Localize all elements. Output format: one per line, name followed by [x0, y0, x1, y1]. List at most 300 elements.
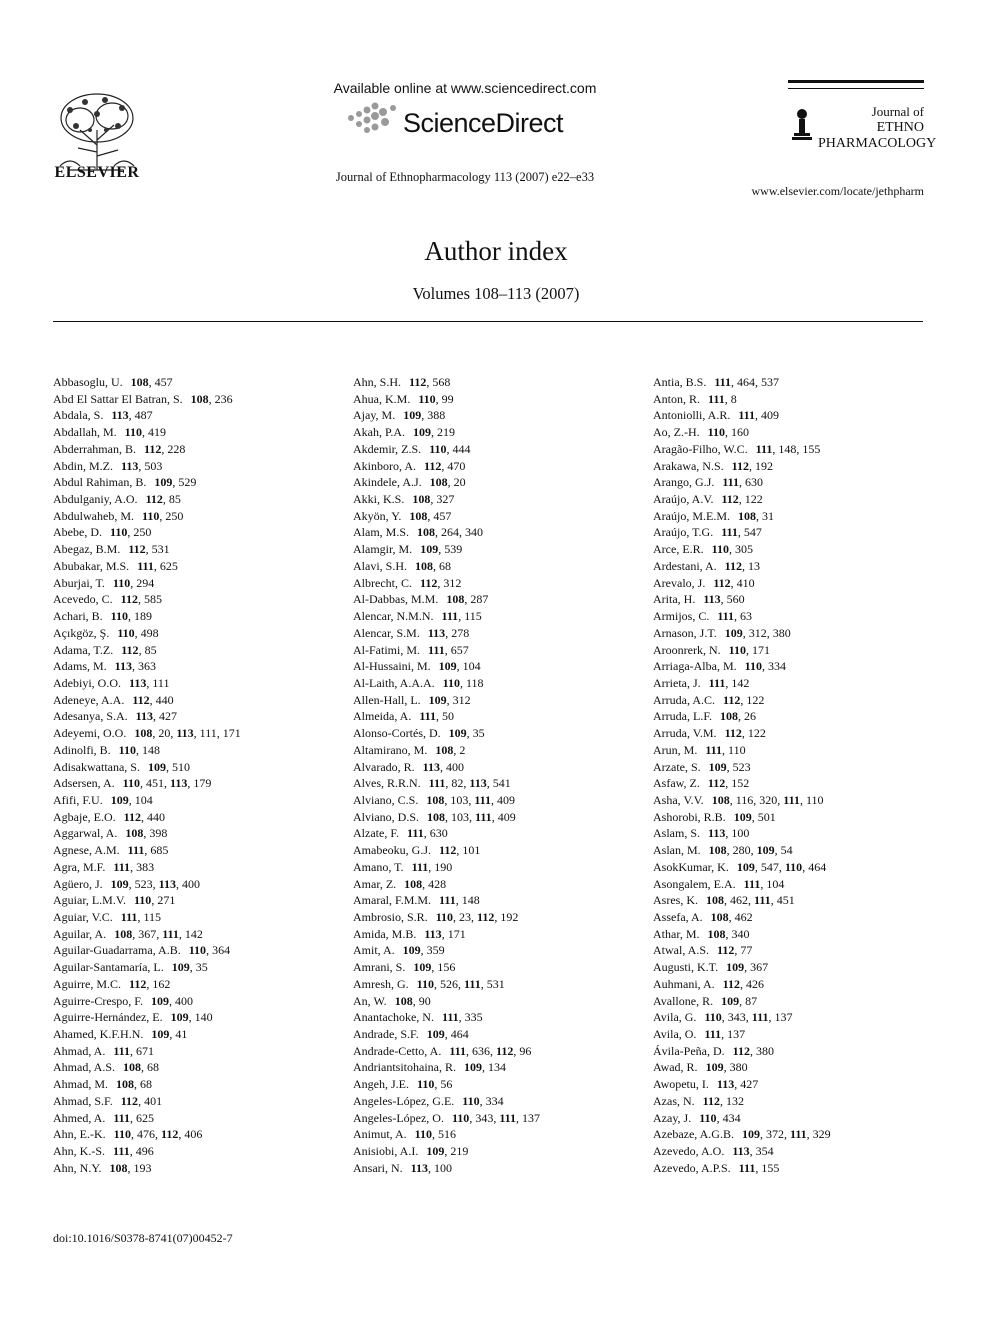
page-numbers: , 116, 320, — [729, 792, 784, 807]
author-entry — [53, 591, 343, 608]
author-name: Arita, H. — [653, 592, 696, 607]
volume-number: 112 — [721, 492, 739, 507]
author-entry — [653, 1009, 943, 1026]
author-name: Arriaga-Alba, M. — [653, 659, 737, 674]
page-title: Author index — [424, 236, 568, 266]
page-numbers: , 122 — [738, 492, 763, 507]
volume-number: 112 — [123, 809, 141, 824]
page-numbers: , 193 — [127, 1160, 152, 1175]
author-name: Ahmad, A. — [53, 1043, 106, 1058]
author-name: Agüero, J. — [53, 876, 103, 891]
volume-number: 108 — [708, 843, 727, 858]
page-numbers: , 406 — [178, 1127, 203, 1142]
volume-number: 109 — [736, 859, 755, 874]
author-name: Assefa, A. — [653, 910, 703, 924]
volume-number: 112 — [120, 1093, 139, 1108]
author-entry — [53, 892, 343, 909]
volume-number: 108 — [394, 993, 413, 1008]
volume-number: 109 — [438, 659, 457, 674]
author-name: Amrani, S. — [353, 960, 406, 975]
page-numbers: , 585 — [138, 592, 162, 607]
volume-number: 113 — [135, 709, 153, 724]
volume-number: 112 — [713, 575, 731, 590]
author-entry — [653, 1110, 943, 1127]
author-name: Amida, M.B. — [353, 926, 417, 941]
author-name: Ahamed, K.F.H.N. — [53, 1027, 144, 1042]
volume-number: 108 — [404, 876, 423, 891]
page-numbers: , 539 — [438, 542, 463, 557]
volume-number: 108 — [720, 709, 739, 724]
author-entry — [353, 1160, 643, 1177]
author-entry — [353, 742, 643, 759]
author-name: Adams, M. — [53, 659, 107, 674]
author-name: Ahn, K.-S. — [53, 1144, 106, 1159]
volume-number: 112 — [496, 1043, 514, 1058]
author-name: Araújo, M.E.M. — [653, 508, 730, 523]
page-numbers: , 409 — [491, 809, 516, 824]
page-numbers: , 312, 380 — [742, 625, 791, 640]
author-name: Asha, V.V. — [653, 792, 704, 807]
page-numbers: , 516 — [432, 1127, 457, 1142]
author-entry — [353, 558, 643, 575]
page-numbers: , 179 — [187, 776, 212, 791]
author-entry — [353, 809, 643, 826]
volume-number: 110 — [112, 575, 131, 590]
volume-number: 110 — [124, 425, 142, 440]
volume-number: 111 — [755, 441, 773, 456]
page-numbers: , 547 — [737, 525, 762, 540]
volume-number: 110 — [451, 1110, 470, 1125]
author-entry — [653, 642, 943, 659]
author-name: Alencar, N.M.N. — [353, 609, 434, 624]
page-numbers: , 101 — [456, 843, 481, 858]
page-numbers: , 334 — [479, 1093, 504, 1108]
author-name: Aguiar, L.M.V. — [53, 893, 126, 908]
page-numbers: , 464, 537 — [731, 375, 780, 389]
author-name: Abegaz, B.M. — [53, 542, 121, 557]
author-name: Arzate, S. — [653, 759, 701, 774]
volume-number: 111 — [419, 709, 437, 724]
author-entry — [353, 775, 643, 792]
index-column-2 — [353, 374, 643, 1177]
author-name: Alviano, C.S. — [353, 792, 419, 807]
author-name: Akindele, A.J. — [353, 475, 422, 490]
author-name: Amar, Z. — [353, 876, 397, 891]
author-entry — [53, 575, 343, 592]
author-entry — [53, 825, 343, 842]
page-numbers: , 8 — [724, 391, 737, 406]
author-name: Albrecht, C. — [353, 575, 412, 590]
volume-number: 109 — [402, 943, 421, 958]
volume-number: 113 — [422, 759, 440, 774]
page-numbers: , 294 — [130, 575, 155, 590]
author-name: Abdallah, M. — [53, 425, 117, 440]
page-numbers: , 457 — [148, 375, 173, 389]
author-name: Ahmed, A. — [53, 1110, 106, 1125]
volume-number: 108 — [130, 375, 149, 389]
page-numbers: , 529 — [172, 475, 197, 490]
author-name: Azevedo, A.O. — [653, 1144, 725, 1159]
page-numbers: , 329 — [806, 1127, 831, 1142]
page-numbers: , 671 — [130, 1043, 155, 1058]
author-name: Anton, R. — [653, 391, 701, 406]
volume-number: 109 — [154, 475, 173, 490]
page-numbers: , 41 — [169, 1027, 188, 1042]
page-numbers: , 496 — [129, 1144, 154, 1159]
volume-number: 109 — [428, 692, 447, 707]
author-entry — [653, 926, 943, 943]
author-name: Asres, K. — [653, 893, 698, 908]
journal-title-line3: PHARMACOLOGY — [818, 136, 937, 151]
page-numbers: , 457 — [427, 508, 452, 523]
author-name: Ahmad, M. — [53, 1077, 108, 1092]
page-numbers: , 523, — [128, 876, 159, 891]
author-name: Agbaje, E.O. — [53, 809, 116, 824]
volume-number: 113 — [176, 726, 194, 741]
author-entry — [53, 692, 343, 709]
volume-number: 112 — [732, 1043, 750, 1058]
volume-number: 112 — [723, 692, 741, 707]
author-entry — [53, 976, 343, 993]
author-name: Abubakar, M.S. — [53, 558, 130, 573]
author-entry — [53, 1093, 343, 1110]
author-entry — [653, 541, 943, 558]
author-name: Ardestani, A. — [653, 558, 717, 573]
author-entry — [53, 1110, 343, 1127]
author-name: Augusti, K.T. — [653, 960, 719, 975]
page-numbers: , 82, — [445, 776, 470, 791]
author-entry — [53, 508, 343, 525]
author-name: Arun, M. — [653, 742, 698, 757]
page-numbers: , 2 — [453, 742, 466, 757]
author-entry — [653, 508, 943, 525]
author-entry — [353, 1009, 643, 1026]
author-entry — [653, 441, 943, 458]
author-entry — [53, 759, 343, 776]
volume-number: 109 — [147, 759, 166, 774]
volume-number: 111 — [708, 675, 726, 690]
author-entry — [353, 993, 643, 1010]
sciencedirect-dots-icon — [345, 100, 405, 140]
volume-number: 108 — [738, 508, 756, 523]
author-name: Aguilar-Guadarrama, A.B. — [53, 943, 181, 958]
index-column-1 — [53, 374, 343, 1177]
author-entry — [353, 1143, 643, 1160]
author-name: Adesanya, S.A. — [53, 709, 128, 724]
page-numbers: , 152 — [725, 776, 750, 791]
page-numbers: , 380 — [723, 1060, 748, 1075]
author-entry — [353, 976, 643, 993]
author-entry — [53, 1160, 343, 1177]
author-entry — [53, 491, 343, 508]
author-name: Ahmad, S.F. — [53, 1093, 113, 1108]
page-numbers: , 104 — [456, 659, 481, 674]
volume-number: 112 — [724, 558, 742, 573]
page-numbers: , 280, — [726, 843, 757, 858]
doi[interactable]: doi:10.1016/S0378-8741(07)00452-7 — [53, 1231, 233, 1245]
volume-number: 111 — [441, 609, 459, 624]
page-numbers: , 68 — [141, 1060, 160, 1075]
author-name: Akyön, Y. — [353, 508, 402, 523]
page-numbers: , 115 — [137, 910, 161, 924]
page-numbers: , 568 — [426, 375, 451, 389]
volume-number: 109 — [413, 425, 432, 440]
page-numbers: , 560 — [720, 592, 745, 607]
page-numbers: , 219 — [444, 1144, 469, 1159]
volume-number: 111 — [474, 792, 492, 807]
author-name: Animut, A. — [353, 1127, 407, 1142]
author-entry — [653, 842, 943, 859]
volume-number: 109 — [733, 809, 752, 824]
page-numbers: , 137 — [721, 1027, 746, 1042]
volume-number: 111 — [439, 893, 456, 908]
author-name: Adisakwattana, S. — [53, 759, 140, 774]
volume-number: 111 — [113, 1144, 130, 1159]
author-name: Achari, B. — [53, 609, 103, 624]
journal-title — [818, 104, 937, 152]
author-name: Adebiyi, O.O. — [53, 675, 121, 690]
volume-number: 108 — [190, 391, 209, 406]
volume-number: 110 — [142, 508, 160, 523]
volume-number: 109 — [724, 625, 743, 640]
author-name: Angeles-López, G.E. — [353, 1093, 455, 1108]
page-numbers: , 160 — [725, 425, 750, 440]
volume-number: 108 — [446, 592, 465, 607]
page-numbers: , 531 — [480, 976, 505, 991]
page-numbers: , 630 — [423, 826, 448, 841]
page-numbers: , 409 — [491, 792, 516, 807]
volume-number: 112 — [722, 976, 741, 991]
volume-number: 109 — [171, 960, 190, 975]
author-entry — [653, 725, 943, 742]
author-entry — [653, 1043, 943, 1060]
page-numbers: , 85 — [138, 642, 157, 657]
page-numbers: , 451, — [140, 776, 171, 791]
author-entry — [53, 1143, 343, 1160]
volume-number: 112 — [477, 910, 495, 924]
author-name: Adeyemi, O.O. — [53, 726, 127, 741]
page-numbers: , 444 — [446, 441, 471, 456]
author-entry — [53, 742, 343, 759]
volume-number: 108 — [109, 1160, 128, 1175]
author-name: Alves, R.R.N. — [353, 776, 421, 791]
volume-number: 113 — [158, 876, 177, 891]
author-name: Arruda, V.M. — [653, 726, 717, 741]
author-name: Adeneye, A.A. — [53, 692, 125, 707]
volume-number: 110 — [416, 976, 435, 991]
page-numbers: , 440 — [141, 809, 165, 824]
page-subtitle: Volumes 108–113 (2007) — [412, 284, 580, 303]
author-name: Armijos, C. — [653, 609, 710, 624]
author-entry — [353, 909, 643, 926]
author-name: Abdul Rahiman, B. — [53, 475, 147, 490]
volume-number: 109 — [705, 1060, 724, 1075]
page-numbers: , 657 — [444, 642, 469, 657]
page-numbers: , 327 — [430, 492, 455, 507]
volume-number: 111 — [738, 408, 756, 423]
author-entry — [353, 374, 643, 391]
volume-number: 111 — [162, 926, 179, 941]
available-online-text[interactable]: Available online at www.sciencedirect.com — [333, 80, 597, 96]
page-numbers: , 115 — [458, 609, 482, 624]
page-numbers: , 630 — [739, 475, 764, 490]
volume-number: 108 — [711, 792, 730, 807]
author-entry — [53, 642, 343, 659]
page-numbers: , 103, — [444, 792, 475, 807]
volume-number: 109 — [426, 1027, 445, 1042]
author-name: Ahua, K.M. — [353, 391, 411, 406]
page-numbers: , 99 — [435, 391, 454, 406]
page-numbers: , 50 — [436, 709, 455, 724]
page-numbers: , 111, 171 — [193, 726, 241, 741]
journal-title-line1: Journal of — [871, 104, 924, 119]
volume-number: 110 — [704, 1010, 722, 1025]
author-name: Azay, J. — [653, 1110, 692, 1125]
volume-number: 111 — [705, 742, 723, 757]
author-name: Arakawa, N.S. — [653, 458, 724, 473]
volume-number: 113 — [129, 675, 147, 690]
author-name: Amresh, G. — [353, 976, 409, 991]
volume-number: 112 — [121, 642, 139, 657]
author-entry — [353, 1076, 643, 1093]
volume-number: 110 — [435, 910, 454, 924]
page-numbers: , 398 — [143, 826, 168, 841]
page-numbers: , 68 — [134, 1077, 152, 1092]
volume-number: 112 — [724, 726, 742, 741]
author-entry — [353, 1110, 643, 1127]
volume-number: 110 — [429, 441, 447, 456]
volume-number: 112 — [424, 458, 442, 473]
author-entry — [53, 658, 343, 675]
author-name: Almeida, A. — [353, 709, 412, 724]
page-numbers: , 137 — [768, 1010, 793, 1025]
volume-number: 111 — [738, 1160, 756, 1175]
volume-number: 112 — [161, 1127, 179, 1142]
volume-number: 111 — [704, 1027, 722, 1042]
author-name: Atwal, A.S. — [653, 943, 710, 958]
author-name: Azas, N. — [653, 1093, 695, 1108]
header-divider — [53, 321, 923, 322]
author-entry — [653, 942, 943, 959]
author-entry — [53, 942, 343, 959]
page-numbers: , 35 — [466, 726, 485, 741]
volume-number: 109 — [403, 408, 422, 423]
volume-number: 111 — [722, 475, 740, 490]
author-entry — [353, 625, 643, 642]
author-entry — [653, 1143, 943, 1160]
author-entry — [53, 1043, 343, 1060]
page-numbers: , 192 — [494, 910, 519, 924]
author-entry — [53, 558, 343, 575]
author-entry — [653, 1059, 943, 1076]
author-entry — [653, 1076, 943, 1093]
author-entry — [53, 1009, 343, 1026]
page-numbers: , 111 — [146, 675, 170, 690]
author-name: Ávila-Peña, D. — [653, 1043, 725, 1058]
page-numbers: , 103, — [445, 809, 475, 824]
author-name: Abdala, S. — [53, 408, 104, 423]
page-numbers: , 250 — [159, 508, 184, 523]
page-numbers: , 372, — [759, 1127, 790, 1142]
volume-number: 110 — [113, 1127, 132, 1142]
journal-rule — [788, 80, 924, 83]
author-name: Ahmad, A.S. — [53, 1060, 116, 1075]
author-name: Ao, Z.-H. — [653, 425, 700, 440]
author-entry — [353, 859, 643, 876]
author-entry — [653, 859, 943, 876]
volume-number: 111 — [113, 1110, 131, 1125]
author-name: Adinolfi, B. — [53, 742, 111, 757]
author-entry — [653, 876, 943, 893]
volume-number: 109 — [110, 876, 129, 891]
page-numbers: , 77 — [734, 943, 753, 958]
page-numbers: , 388 — [421, 408, 446, 423]
author-entry — [353, 424, 643, 441]
author-name: Avila, G. — [653, 1010, 697, 1025]
volume-number: 110 — [417, 1077, 435, 1092]
journal-title-line2: ETHNO — [876, 120, 924, 135]
page-numbers: , 343, — [469, 1110, 500, 1125]
volume-number: 110 — [110, 609, 128, 624]
volume-number: 113 — [424, 926, 442, 941]
page-numbers: , 110 — [799, 792, 824, 807]
author-name: Alavi, S.H. — [353, 558, 407, 573]
author-entry — [53, 792, 343, 809]
sciencedirect-logo[interactable] — [345, 100, 585, 142]
author-entry — [653, 407, 943, 424]
page-numbers: , 470 — [441, 458, 466, 473]
volume-number: 110 — [117, 625, 135, 640]
author-name: Azevedo, A.P.S. — [653, 1160, 731, 1175]
author-entry — [653, 959, 943, 976]
author-name: Açıkgöz, Ş. — [53, 625, 110, 640]
page-numbers: , 56 — [434, 1077, 453, 1092]
volume-number: 111 — [717, 609, 735, 624]
author-entry — [353, 759, 643, 776]
volume-number: 111 — [449, 1043, 466, 1058]
journal-url[interactable]: www.elsevier.com/locate/jethpharm — [751, 184, 924, 198]
page-numbers: , 162 — [146, 976, 171, 991]
volume-number: 110 — [699, 1110, 717, 1125]
author-entry — [353, 474, 643, 491]
page-numbers: , 26 — [738, 709, 757, 724]
author-entry — [53, 859, 343, 876]
author-name: Arruda, A.C. — [653, 692, 715, 707]
author-name: Akinboro, A. — [353, 458, 416, 473]
page-numbers: , 334 — [761, 659, 786, 674]
author-entry — [353, 892, 643, 909]
page-numbers: , 409 — [755, 408, 780, 423]
volume-number: 112 — [145, 492, 163, 507]
page-numbers: , 335 — [458, 1010, 483, 1025]
author-name: Aguilar, A. — [53, 926, 107, 941]
author-name: Aguirre, M.C. — [53, 976, 121, 991]
author-name: Al-Laith, A.A.A. — [353, 675, 435, 690]
page-numbers: , 90 — [412, 993, 431, 1008]
author-entry — [353, 441, 643, 458]
page-numbers: , 434 — [716, 1110, 741, 1125]
author-entry — [653, 809, 943, 826]
author-name: Amabeoku, G.J. — [353, 843, 431, 858]
page-numbers: , 401 — [138, 1093, 163, 1108]
journal-rule — [788, 88, 924, 89]
author-name: Abd El Sattar El Batran, S. — [53, 391, 183, 406]
page-numbers: , 462 — [728, 910, 753, 924]
author-name: Allen-Hall, L. — [353, 692, 421, 707]
author-name: AsokKumar, K. — [653, 859, 729, 874]
author-entry — [653, 792, 943, 809]
author-entry — [353, 458, 643, 475]
